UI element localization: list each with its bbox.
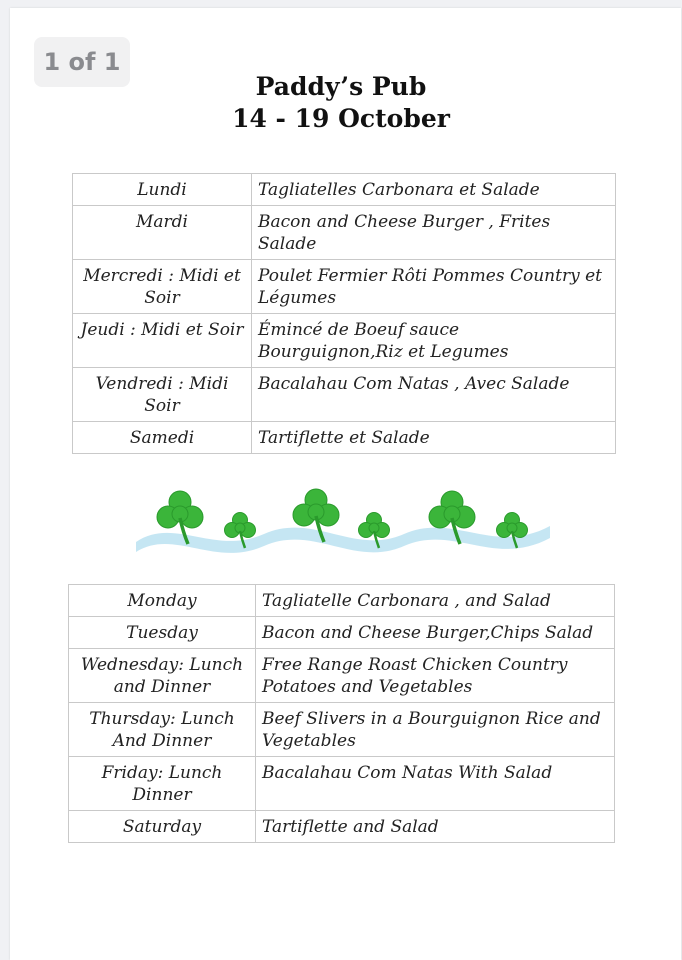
day-cell: Mercredi : Midi et Soir: [73, 260, 252, 314]
shamrock-divider: [134, 476, 552, 566]
dish-cell: Bacon and Cheese Burger , Frites Salade: [252, 206, 616, 260]
day-cell: Tuesday: [69, 617, 256, 649]
table-row: [73, 174, 616, 206]
dish-cell: Tagliatelles Carbonara et Salade: [252, 174, 616, 206]
table-row: [73, 206, 616, 260]
dish-cell: Émincé de Boeuf sauce Bourguignon,Riz et Legumes: [252, 314, 616, 368]
table-row: [69, 703, 615, 757]
day-cell: Mardi: [73, 206, 252, 260]
table-row: [73, 314, 616, 368]
table-row: [73, 422, 616, 454]
dish-cell: Bacalahau Com Natas With Salad: [256, 757, 615, 811]
page-counter: 1 of 1: [34, 37, 130, 87]
day-cell: Monday: [69, 585, 256, 617]
day-cell: Jeudi : Midi et Soir: [73, 314, 252, 368]
menu-dates: 14 - 19 October: [232, 104, 450, 133]
day-cell: Saturday: [69, 811, 256, 843]
day-cell: Thursday: Lunch And Dinner: [69, 703, 256, 757]
day-cell: Samedi: [73, 422, 252, 454]
day-cell: Wednesday: Lunch and Dinner: [69, 649, 256, 703]
day-cell: Vendredi : Midi Soir: [73, 368, 252, 422]
table-row: [69, 757, 615, 811]
table-row: [69, 811, 615, 843]
table-row: [69, 585, 615, 617]
dish-cell: Bacon and Cheese Burger,Chips Salad: [256, 617, 615, 649]
french-menu-table: [72, 173, 616, 454]
day-cell: Lundi: [73, 174, 252, 206]
table-row: [73, 260, 616, 314]
dish-cell: Poulet Fermier Rôti Pommes Country et Légumes: [252, 260, 616, 314]
dish-cell: Tartiflette et Salade: [252, 422, 616, 454]
table-row: [69, 617, 615, 649]
dish-cell: Beef Slivers in a Bourguignon Rice and Vegetables: [256, 703, 615, 757]
wave-ribbon: [136, 526, 550, 553]
dish-cell: Free Range Roast Chicken Country Potatoes and Vegetables: [256, 649, 615, 703]
dish-cell: Tagliatelle Carbonara , and Salad: [256, 585, 615, 617]
dish-cell: Tartiflette and Salad: [256, 811, 615, 843]
table-row: [73, 368, 616, 422]
dish-cell: Bacalahau Com Natas , Avec Salade: [252, 368, 616, 422]
day-cell: Friday: Lunch Dinner: [69, 757, 256, 811]
table-row: [69, 649, 615, 703]
pub-name: Paddy’s Pub: [255, 72, 427, 101]
english-menu-table: [68, 584, 615, 843]
